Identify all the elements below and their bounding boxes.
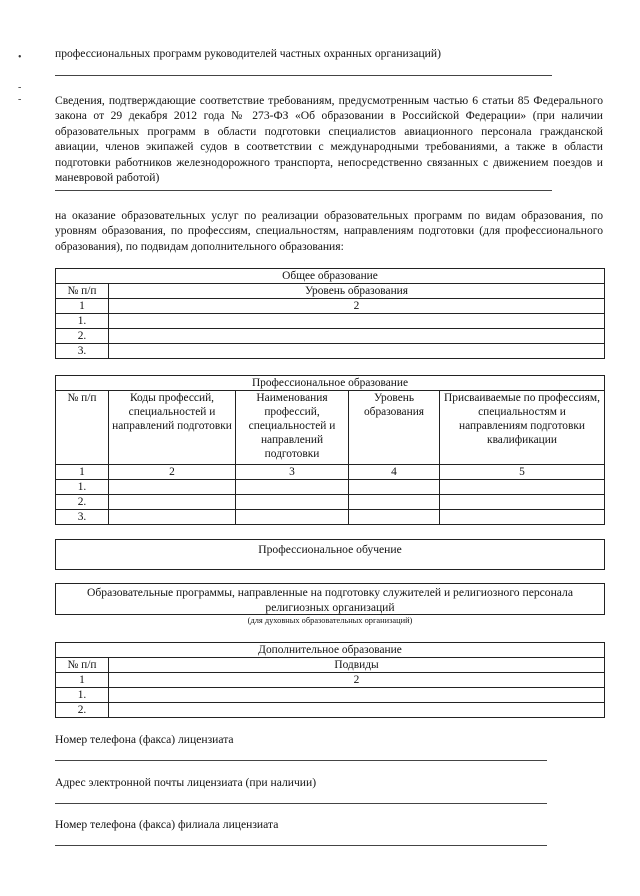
- table-cell: [109, 344, 605, 359]
- services-paragraph: на оказание образовательных услуг по реализации образовательных программ по видам образования, по уровням образования, по профессиям, специальностям, направлениям подготовки (для профессионального образования), по подвидам дополнительного образования:: [55, 209, 603, 253]
- col-header: № п/п: [56, 658, 109, 673]
- table-row: [56, 329, 605, 344]
- row-number: 2.: [56, 495, 109, 510]
- table-row: [56, 688, 605, 703]
- table-title: Дополнительное образование: [56, 643, 605, 658]
- col-header: Коды профессий, специальностей и направлений подготовки: [109, 391, 236, 465]
- branch-phone-label: Номер телефона (факса) филиала лицензиата: [55, 818, 279, 831]
- religious-programs-box: [55, 583, 605, 615]
- table-row: [56, 495, 605, 510]
- email-field-line[interactable]: [55, 803, 547, 804]
- additional-education-table: [55, 642, 605, 718]
- top-fragment: профессиональных программ руководителей частных охранных организаций): [55, 47, 441, 60]
- table-row: [56, 314, 605, 329]
- col-header: Уровень образования: [109, 284, 605, 299]
- margin-mark: -: [18, 82, 22, 93]
- col-header: Подвиды: [109, 658, 605, 673]
- col-number: 5: [440, 465, 605, 480]
- table-cell: [109, 688, 605, 703]
- col-number: 2: [109, 299, 605, 314]
- box-title: Образовательные программы, направленные на подготовку служителей и религиозного персонала религиозных организаций: [87, 586, 573, 614]
- general-education-table: [55, 268, 605, 359]
- table-cell: [109, 314, 605, 329]
- row-number: 3.: [56, 510, 109, 525]
- margin-mark: -: [18, 94, 22, 105]
- col-header: Наименования профессий, специальностей и направлений подготовки: [236, 391, 349, 465]
- col-number: 4: [349, 465, 440, 480]
- table-row: [56, 344, 605, 359]
- row-number: 2.: [56, 329, 109, 344]
- table-cell: [109, 703, 605, 718]
- fill-line: [55, 190, 552, 191]
- info-paragraph: Сведения, подтверждающие соответствие требованиям, предусмотренным частью 6 статьи 85 Федерального закона от 29 декабря 2012 года № 273-ФЗ «Об образовании в Российской Федерации» (при наличии образовательных программ в области подготовки специалистов авиационного персонала гражданской авиации, членов экипажей судов в соответствии с международными требованиями, а также в области подготовки работников железнодорожного транспорта, непосредственно связанных с движением поездов и маневровой работой): [55, 94, 603, 185]
- col-header: Уровень образования: [349, 391, 440, 465]
- religious-note: (для духовных образовательных организаций): [247, 616, 413, 625]
- table-cell: [109, 329, 605, 344]
- fill-line: [55, 75, 552, 76]
- col-number: 1: [56, 673, 109, 688]
- table-title: Общее образование: [56, 269, 605, 284]
- professional-training-box: [55, 539, 605, 570]
- row-number: 3.: [56, 344, 109, 359]
- branch-phone-field-line[interactable]: [55, 845, 547, 846]
- col-number: 3: [236, 465, 349, 480]
- margin-mark: •: [18, 52, 22, 63]
- table-row: [56, 480, 605, 495]
- professional-education-table: [55, 375, 605, 525]
- col-number: 1: [56, 299, 109, 314]
- row-number: 1.: [56, 480, 109, 495]
- col-header: № п/п: [56, 391, 109, 465]
- col-number: 2: [109, 465, 236, 480]
- phone-field-line[interactable]: [55, 760, 547, 761]
- box-title: Профессиональное обучение: [258, 543, 402, 556]
- phone-label: Номер телефона (факса) лицензиата: [55, 733, 234, 746]
- email-label: Адрес электронной почты лицензиата (при наличии): [55, 776, 317, 789]
- table-row: [56, 703, 605, 718]
- col-number: 2: [109, 673, 605, 688]
- row-number: 2.: [56, 703, 109, 718]
- table-row: [56, 510, 605, 525]
- col-header: Присваиваемые по профессиям, специальностям и направлениям подготовки квалификации: [440, 391, 605, 465]
- col-number: 1: [56, 465, 109, 480]
- row-number: 1.: [56, 314, 109, 329]
- table-title: Профессиональное образование: [56, 376, 605, 391]
- col-header: № п/п: [56, 284, 109, 299]
- row-number: 1.: [56, 688, 109, 703]
